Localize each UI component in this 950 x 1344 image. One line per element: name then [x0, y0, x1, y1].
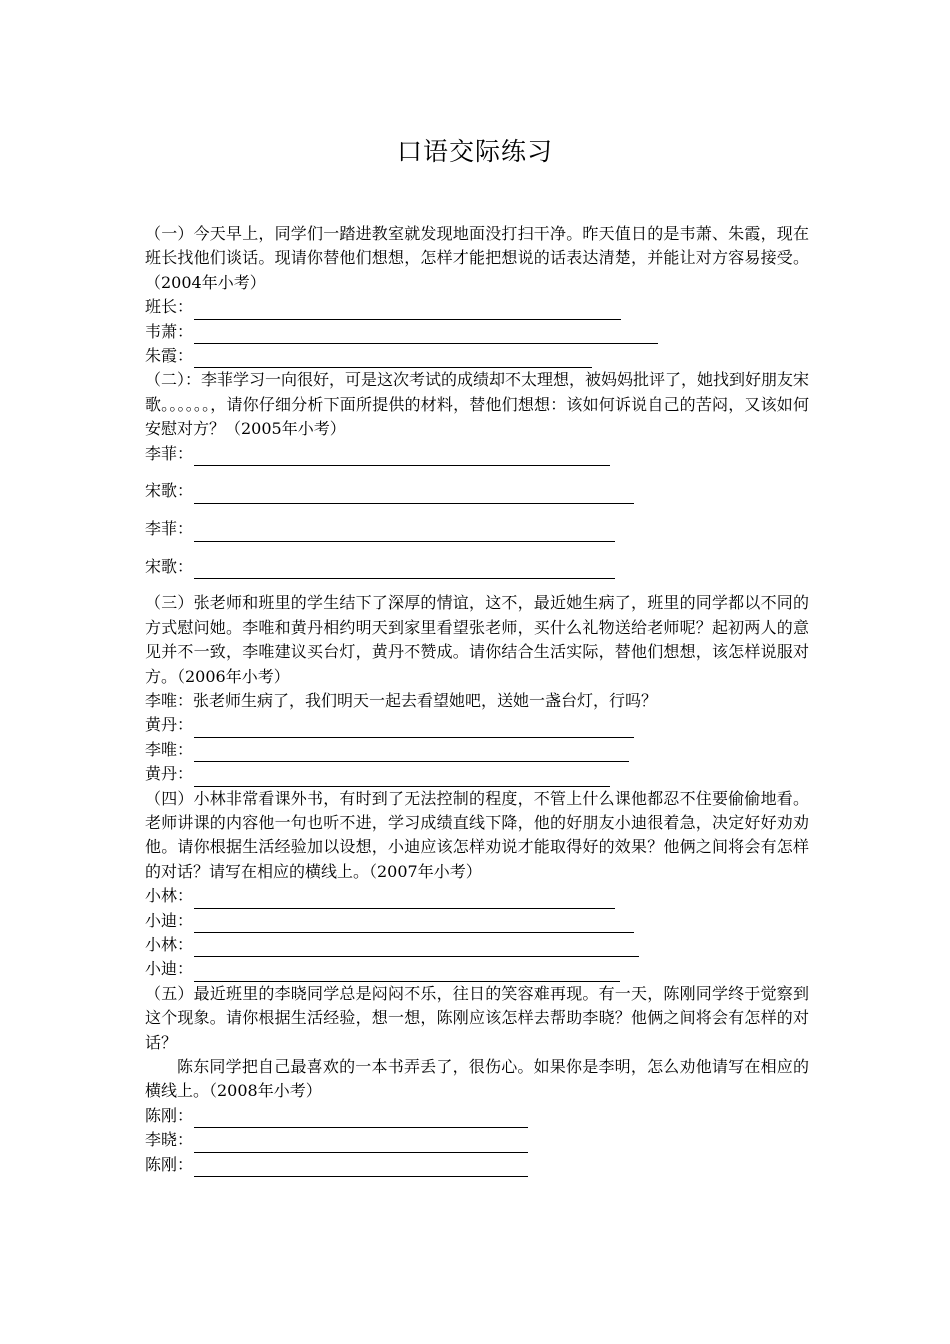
page-title: 口语交际练习: [396, 137, 553, 166]
speaker-label: 李菲：: [145, 443, 194, 463]
speaker-label: 韦萧：: [145, 321, 194, 341]
answer-line[interactable]: [194, 744, 629, 762]
section-2: [145, 368, 809, 591]
section-3-prompt: （三）张老师和班里的学生结下了深厚的情谊，这不，最近她生病了，班里的同学都以不同的方式慰问她。李唯和黄丹相约明天到家里看望张老师，买什么礼物送给老师呢？起初两人的意见并不一致，李唯建议买台灯，黄丹不赞成。请你结合生活实际，替他们想想，该怎样说服对方。（2006年小考）: [145, 593, 809, 686]
answer-row[interactable]: [145, 738, 809, 762]
answer-line[interactable]: [194, 1159, 528, 1177]
section-1: [145, 222, 809, 368]
speaker-label: 宋歌：: [145, 481, 194, 501]
section-3: [145, 591, 809, 786]
answer-line[interactable]: [194, 720, 634, 738]
answer-line[interactable]: [194, 915, 634, 933]
answer-line[interactable]: [194, 1110, 528, 1128]
speaker-label: 宋歌：: [145, 556, 194, 576]
speaker-label: 陈刚：: [145, 1105, 194, 1125]
answer-row[interactable]: [145, 713, 809, 737]
answer-row[interactable]: [145, 1104, 809, 1128]
section-4: [145, 787, 809, 982]
speaker-label: 李菲：: [145, 519, 194, 539]
section-2-prompt: （二）：李菲学习一向很好，可是这次考试的成绩却不太理想，被妈妈批评了，她找到好朋友宋歌。。。。。。，请你仔细分析下面所提供的材料，替他们想想：该如何诉说自己的苦闷，又该如何安慰对方？（2005年小考）: [145, 370, 810, 439]
answer-line[interactable]: [194, 524, 615, 542]
speaker-label: 小林：: [145, 886, 194, 906]
section-4-prompt: （四）小林非常看课外书，有时到了无法控制的程度，不管上什么课他都忍不住要偷偷地看。老师讲课的内容他一句也听不进，学习成绩直线下降，他的好朋友小迪很着急，决定好好劝劝他。请你根据生活经验加以设想，小迪应该怎样劝说才能取得好的效果？他俩之间将会有怎样的对话？请写在相应的横线上。（2007年小考）: [145, 788, 809, 881]
speaker-label: 小迪：: [145, 910, 194, 930]
section-5-prompt: （五）最近班里的李晓同学总是闷闷不乐，往日的笑容难再现。有一天，陈刚同学终于觉察到这个现象。请你根据生活经验，想一想，陈刚应该怎样去帮助李晓？他俩之间将会有怎样的对话？: [145, 983, 809, 1052]
answer-row[interactable]: [145, 957, 809, 981]
answer-row[interactable]: [145, 295, 809, 319]
answer-row[interactable]: [145, 466, 809, 504]
answer-line[interactable]: [194, 891, 615, 909]
speaker-label: 班长：: [145, 297, 194, 317]
answer-row[interactable]: [145, 542, 809, 580]
speaker-label: 黄丹：: [145, 764, 194, 784]
speaker-label: 李晓：: [145, 1130, 194, 1150]
worksheet-content: [145, 222, 809, 1177]
answer-row[interactable]: [145, 1153, 809, 1177]
speaker-label: 朱霞：: [145, 345, 194, 365]
answer-row[interactable]: [145, 1128, 809, 1152]
speaker-label: 李唯：: [145, 739, 194, 759]
speaker-label: 小迪：: [145, 959, 194, 979]
speaker-label: 陈刚：: [145, 1154, 194, 1174]
answer-line[interactable]: [194, 448, 610, 466]
answer-row[interactable]: [145, 933, 809, 957]
answer-row[interactable]: [145, 884, 809, 908]
speaker-label: 黄丹：: [145, 715, 194, 735]
answer-line[interactable]: [194, 350, 592, 368]
answer-line[interactable]: [194, 1135, 528, 1153]
answer-row[interactable]: [145, 442, 809, 466]
dialog-line: 李唯：张老师生病了，我们明天一起去看望她吧，送她一盏台灯，行吗？: [145, 691, 658, 711]
answer-row[interactable]: [145, 504, 809, 542]
answer-line[interactable]: [194, 769, 610, 787]
answer-line[interactable]: [194, 964, 620, 982]
section-5: [145, 982, 809, 1177]
answer-line[interactable]: [194, 326, 658, 344]
answer-line[interactable]: [194, 939, 639, 957]
answer-row[interactable]: [145, 320, 809, 344]
answer-row[interactable]: [145, 909, 809, 933]
answer-row[interactable]: [145, 344, 809, 368]
speaker-label: 小林：: [145, 934, 194, 954]
answer-line[interactable]: [194, 486, 634, 504]
answer-line[interactable]: [194, 302, 621, 320]
answer-row[interactable]: [145, 762, 809, 786]
section-5-extra: 陈东同学把自己最喜欢的一本书弄丢了，很伤心。如果你是李明，怎么劝他请写在相应的横线上。（2008年小考）: [145, 1057, 809, 1101]
section-1-prompt: （一）今天早上，同学们一踏进教室就发现地面没打扫干净。昨天值日的是韦萧、朱霞，现在班长找他们谈话。现请你替他们想想，怎样才能把想说的话表达清楚，并能让对方容易接受。（2004年小考）: [145, 224, 809, 292]
answer-line[interactable]: [194, 561, 615, 579]
